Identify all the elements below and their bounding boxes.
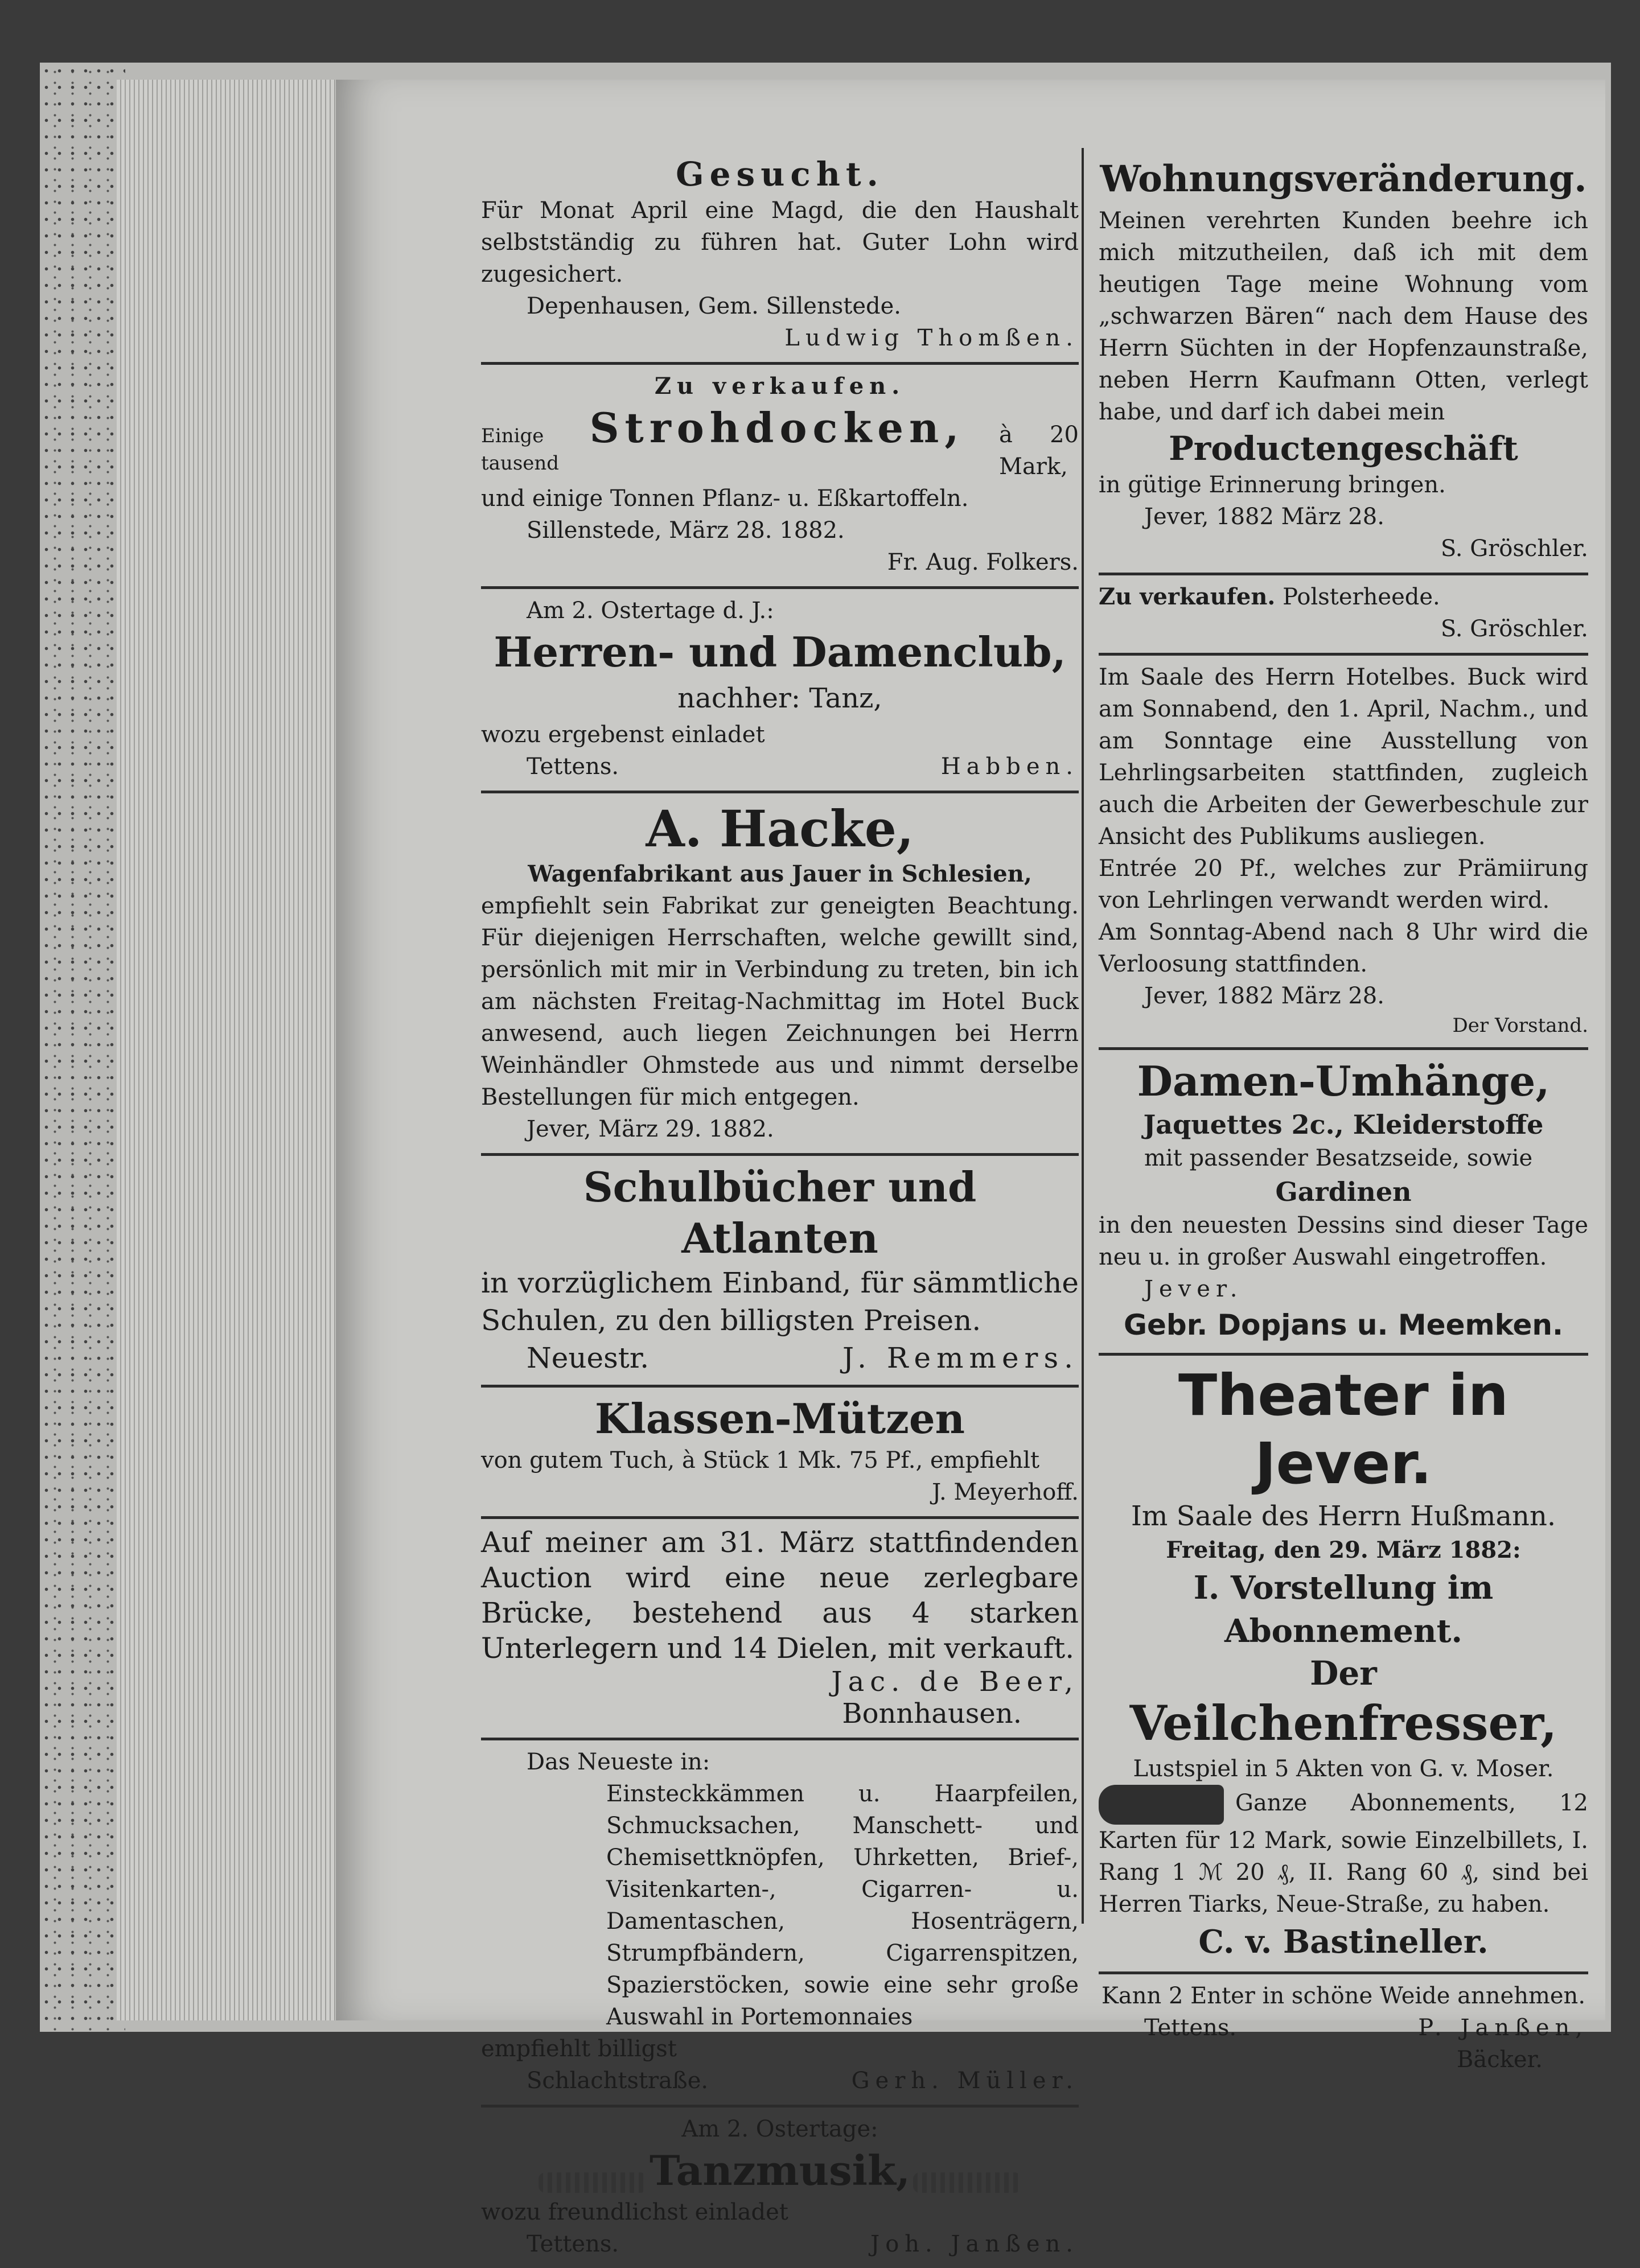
ad-body2: in gütige Erinnerung bringen. [1099, 472, 1446, 498]
ad-signature: J. Meyerhoff. [932, 1479, 1079, 1505]
page-edges [117, 80, 344, 2020]
ornament-right-icon [913, 2172, 1021, 2193]
ad-date: Jever, 1882 März 28. [1144, 983, 1384, 1009]
ad-show: I. Vorstellung im Abonnement. [1193, 1569, 1494, 1650]
ad-signature: Ludwig Thomßen. [784, 325, 1079, 351]
ad-signature: P. Janßen, [1418, 2015, 1588, 2041]
ad-der: Der [1310, 1654, 1377, 1693]
ad-intro: Das Neueste in: [527, 1749, 710, 1775]
ad-intro: Am 2. Ostertage: [681, 2116, 878, 2142]
ad-date: Sillenstede, März 28. 1882. [527, 517, 845, 544]
ad-body3: Am Sonntag-Abend nach 8 Uhr wird die Verloosung stattfinden. [1099, 919, 1588, 977]
ad-tickets-row [1099, 1785, 1588, 1920]
ad-line: mit passender Besatzseide, sowie [1144, 1145, 1533, 1171]
ad-theater [1099, 1356, 1588, 1974]
ad-body: von gutem Tuch, à Stück 1 Mk. 75 Pf., empfiehlt [481, 1447, 1040, 1473]
ad-date: Jever, März 29. 1882. [527, 1116, 774, 1142]
ad-kicker: Zu verkaufen. [1099, 583, 1276, 610]
ad-headline: A. Hacke, [646, 799, 914, 858]
left-column [481, 148, 1079, 2268]
ad-headline: Schulbücher und Atlanten [583, 1163, 977, 1262]
ad-wohnung [1099, 148, 1588, 575]
ad-hacke [481, 793, 1079, 1156]
ad-sub: Productengeschäft [1169, 429, 1518, 468]
ad-signature: S. Gröschler. [1440, 536, 1588, 562]
ad-place: Depenhausen, Gem. Sillenstede. [527, 293, 902, 319]
ad-place: Tettens. [1144, 2015, 1237, 2041]
ad-place: Neuestr. [527, 1341, 650, 1374]
ad-strohdocken [481, 365, 1079, 589]
ad-title: Gesucht. [676, 155, 884, 194]
ad-pre: Einige tausend [481, 425, 560, 475]
column-rule [1082, 148, 1084, 1924]
ad-body: Für Monat April eine Magd, die den Haushalt selbstständig zu führen hat. Guter Lohn wird zugesichert. [481, 197, 1079, 287]
ad-kicker-row [1099, 581, 1588, 613]
ad-place: Tettens. [527, 754, 619, 780]
right-column [1099, 148, 1588, 2084]
cover-speckle [40, 63, 125, 2032]
ad-footer [481, 2228, 1079, 2260]
ad-place: Schlachtstraße. [527, 2068, 709, 2094]
ad-signature: Fr. Aug. Folkers. [887, 549, 1079, 575]
ad-item: Polsterheede. [1283, 584, 1440, 610]
ad-place: Bonnhausen. [842, 1698, 1022, 1730]
ad-muetzen [481, 1388, 1079, 1519]
ad-place: Jever. [1144, 1276, 1243, 1302]
ad-sub2: Gardinen [1275, 1176, 1412, 1207]
ad-tickets: Ganze Abonnements, 12 Karten für 12 Mark, sowie Einzelbillets, I. Rang 1 ℳ 20 ₰, II. Rang 60 ₰, sind bei Herren Tiarks, Neue-Straße, zu haben. [1099, 1790, 1588, 1917]
ad-sub: nachher: Tanz, [677, 682, 882, 714]
ad-auction [481, 1519, 1079, 1740]
pointing-hand-icon [1099, 1785, 1224, 1825]
ad-signature: Gerh. Müller. [851, 2068, 1079, 2094]
ad-invite: wozu ergebenst einladet [481, 722, 765, 748]
ad-body: empfiehlt sein Fabrikat zur geneigten Beachtung. Für diejenigen Herrschaften, welche gewillt sind, persönlich mit mir in Verbindung zu treten, bin ich am nächsten Freitag-Nachmittag im Hotel Buck anwesend, auch liegen Zeichnungen bei Herrn Weinhändler Ohmstede aus und nimmt derselbe Bestellungen für mich entgegen. [481, 893, 1079, 1110]
ad-weide [1099, 1974, 1588, 2084]
ad-signature: Habben. [940, 754, 1079, 780]
ad-date: Jever, 1882 März 28. [1144, 504, 1384, 530]
ad-body: in vorzüglichem Einband, für sämmtliche Schulen, zu den billigsten Preisen. [481, 1266, 1079, 1337]
ad-headline: Tanzmusik, [650, 2146, 910, 2195]
ad-place: Tettens. [527, 2231, 619, 2257]
ad-headline: Strohdocken, [589, 404, 965, 452]
ad-damen-umhaenge [1099, 1050, 1588, 1356]
ad-headline: Theater in Jever. [1178, 1362, 1509, 1497]
ad-invite: wozu freundlichst einladet [481, 2199, 788, 2225]
ad-sub: Jaquettes 2c., Kleiderstoffe [1143, 1109, 1544, 1140]
ad-intro: Am 2. Ostertage d. J.: [527, 598, 774, 624]
ad-footer [481, 1339, 1079, 1377]
ad-signature: Gebr. Dopjans u. Meemken. [1123, 1308, 1564, 1341]
ad-body2: Entrée 20 Pf., welches zur Prämiirung von Lehrlingen verwandt werden wird. [1099, 855, 1588, 913]
ad-date: Freitag, den 29. März 1882: [1166, 1537, 1521, 1563]
ad-body: Kann 2 Enter in schöne Weide annehmen. [1101, 1983, 1586, 2009]
ad-gesucht [481, 148, 1079, 365]
ad-footer [481, 751, 1079, 783]
newspaper-page [336, 80, 1605, 2257]
ad-signature: J. Remmers. [842, 1341, 1079, 1374]
ad-signature: C. v. Bastineller. [1198, 1923, 1489, 1961]
ad-footer [1099, 2012, 1588, 2044]
ad-body: Auf meiner am 31. März stattfindenden Auction wird eine neue zerlegbare Brücke, bestehend aus 4 starken Unterlegern und 14 Dielen, mit verkauft. [481, 1526, 1079, 1665]
ad-body: Einsteckkämmen u. Haarpfeilen, Schmucksachen, Manschett- und Chemisettknöpfen, Uhrketten, Brief-, Visitenkarten-, Cigarren- u. Damentaschen, Hosenträgern, Strumpfbändern, Cigarrenspitzen, Spazierstöcken, sowie eine sehr große Auswahl in Portemonnaies [606, 1781, 1079, 2030]
ad-kicker: Zu verkaufen. [654, 373, 906, 400]
ad-headline: Damen-Umhänge, [1137, 1057, 1550, 1105]
ad-venue: Im Saale des Herrn Hußmann. [1131, 1500, 1556, 1532]
ad-damenclub [481, 589, 1079, 793]
ad-signature: Jac. de Beer, [831, 1666, 1079, 1698]
ad-headline: Wohnungsveränderung. [1100, 158, 1587, 200]
ad-byline: Lustspiel in 5 Akten von G. v. Moser. [1133, 1756, 1554, 1782]
ad-schulbuecher [481, 1156, 1079, 1388]
ad-footer [481, 2065, 1079, 2097]
ad-price: à 20 Mark, [999, 422, 1079, 480]
ad-lehrlingsarbeiten [1099, 656, 1588, 1050]
ad-body: in den neuesten Dessins sind dieser Tage neu u. in großer Auswahl eingetroffen. [1099, 1212, 1588, 1270]
ad-headline: Klassen-Mützen [594, 1394, 965, 1443]
ad-body: und einige Tonnen Pflanz- u. Eßkartoffeln. [481, 485, 969, 512]
ad-neueste [481, 1740, 1079, 2108]
ad-role: Bäcker. [1457, 2047, 1543, 2073]
ad-headline-row [481, 402, 1079, 483]
ad-body: Meinen verehrten Kunden beehre ich mich mitzutheilen, daß ich mit dem heutigen Tage meine Wohnung vom „schwarzen Bären“ nach dem Hause des Herrn Süchten in der Hopfenzaunstraße, neben Herrn Kaufmann Otten, verlegt habe, und darf ich dabei mein [1099, 208, 1588, 425]
ad-headline: Herren- und Damenclub, [494, 628, 1066, 676]
ad-signature: S. Gröschler. [1440, 616, 1588, 642]
ad-tanzmusik [481, 2108, 1079, 2268]
ad-sub: Wagenfabrikant aus Jauer in Schlesien, [528, 861, 1032, 887]
ad-signature: Joh. Janßen. [870, 2231, 1079, 2257]
ad-headline-row [481, 2145, 1079, 2196]
ad-recommend: empfiehlt billigst [481, 2036, 677, 2062]
ornament-left-icon [539, 2172, 647, 2193]
ad-title: Veilchenfresser, [1129, 1695, 1557, 1751]
ad-body: Im Saale des Herrn Hotelbes. Buck wird am Sonnabend, den 1. April, Nachm., und am Sonntage eine Ausstellung von Lehrlingsarbeiten stattfinden, zugleich auch die Arbeiten der Gewerbeschule zur Ansicht des Publikums ausliegen. [1099, 664, 1588, 850]
ad-polsterheede [1099, 575, 1588, 656]
ad-signature: Der Vorstand. [1452, 1014, 1588, 1037]
